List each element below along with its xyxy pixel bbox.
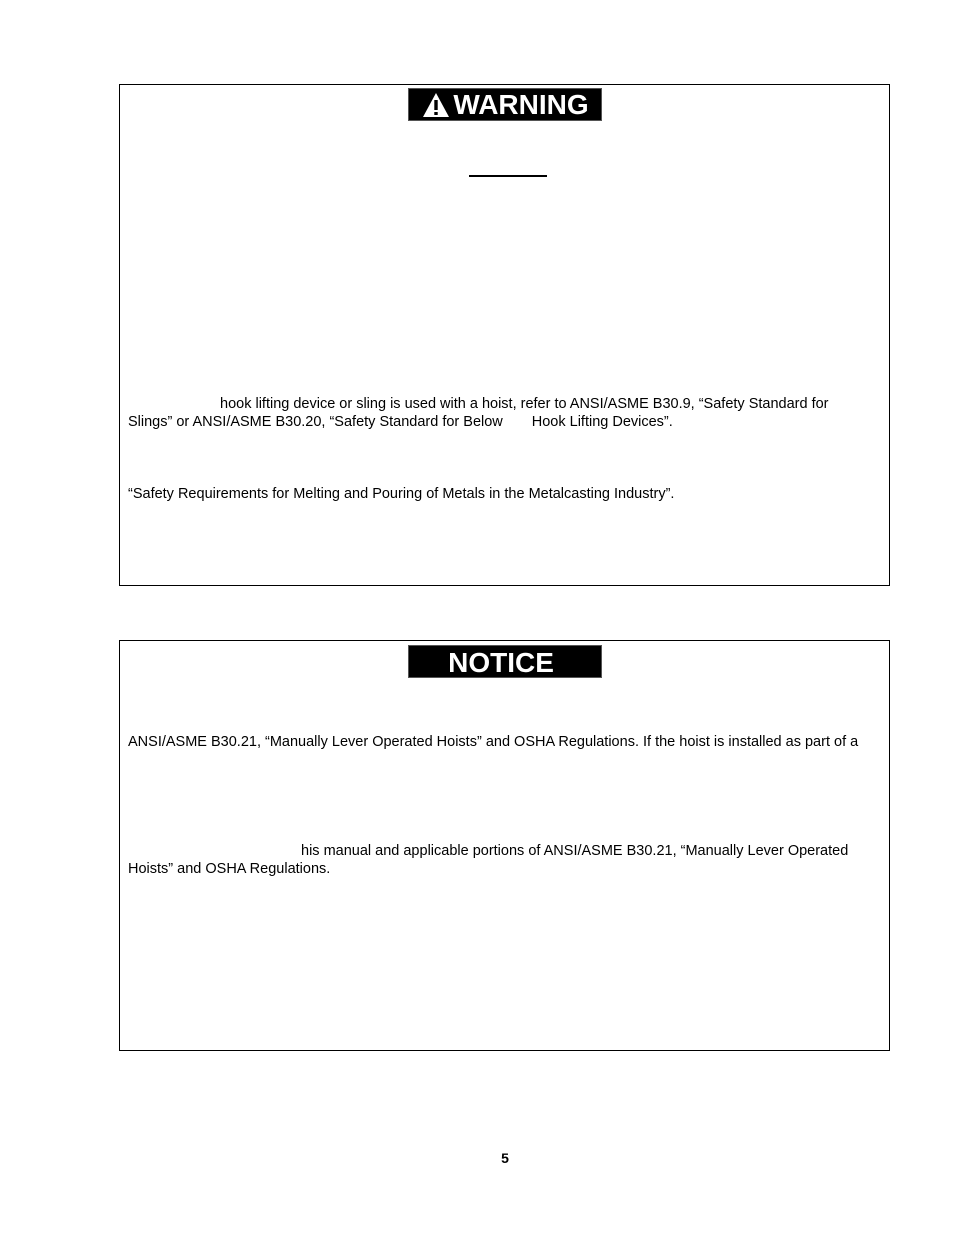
slings-line-2 — [128, 413, 881, 431]
slings-line-1: hook lifting device or sling is used with a hoist, refer to ANSI/ASME B30.9, “Safety Standard for — [220, 396, 829, 412]
slings-paragraph — [128, 395, 881, 431]
metalcasting-paragraph — [128, 485, 881, 503]
heading-underline — [469, 175, 547, 177]
notice-box — [119, 640, 890, 1051]
regulations-paragraph — [128, 733, 881, 751]
warning-banner-label: WARNING — [453, 89, 589, 120]
slings-line-2b: Hook Lifting Devices”. — [531, 414, 673, 430]
manual-line-1: his manual and applicable portions of ANSI/ASME B30.21, “Manually Lever Operated — [301, 843, 849, 859]
notice-banner: NOTICE — [408, 645, 602, 678]
manual-paragraph — [128, 842, 881, 878]
page-number: 5 — [501, 1150, 509, 1166]
warning-box — [119, 84, 890, 586]
warning-banner — [408, 88, 602, 121]
metalcasting-line: “Safety Requirements for Melting and Pouring of Metals in the Metalcasting Industry”. — [128, 486, 675, 502]
warning-triangle-icon — [421, 91, 451, 119]
slings-line-2a: Slings” or ANSI/ASME B30.20, “Safety Standard for Below — [128, 414, 503, 430]
regulations-line: ANSI/ASME B30.21, “Manually Lever Operated Hoists” and OSHA Regulations. If the hoist is installed as part of a — [128, 734, 859, 750]
manual-line-2: Hoists” and OSHA Regulations. — [128, 861, 331, 877]
